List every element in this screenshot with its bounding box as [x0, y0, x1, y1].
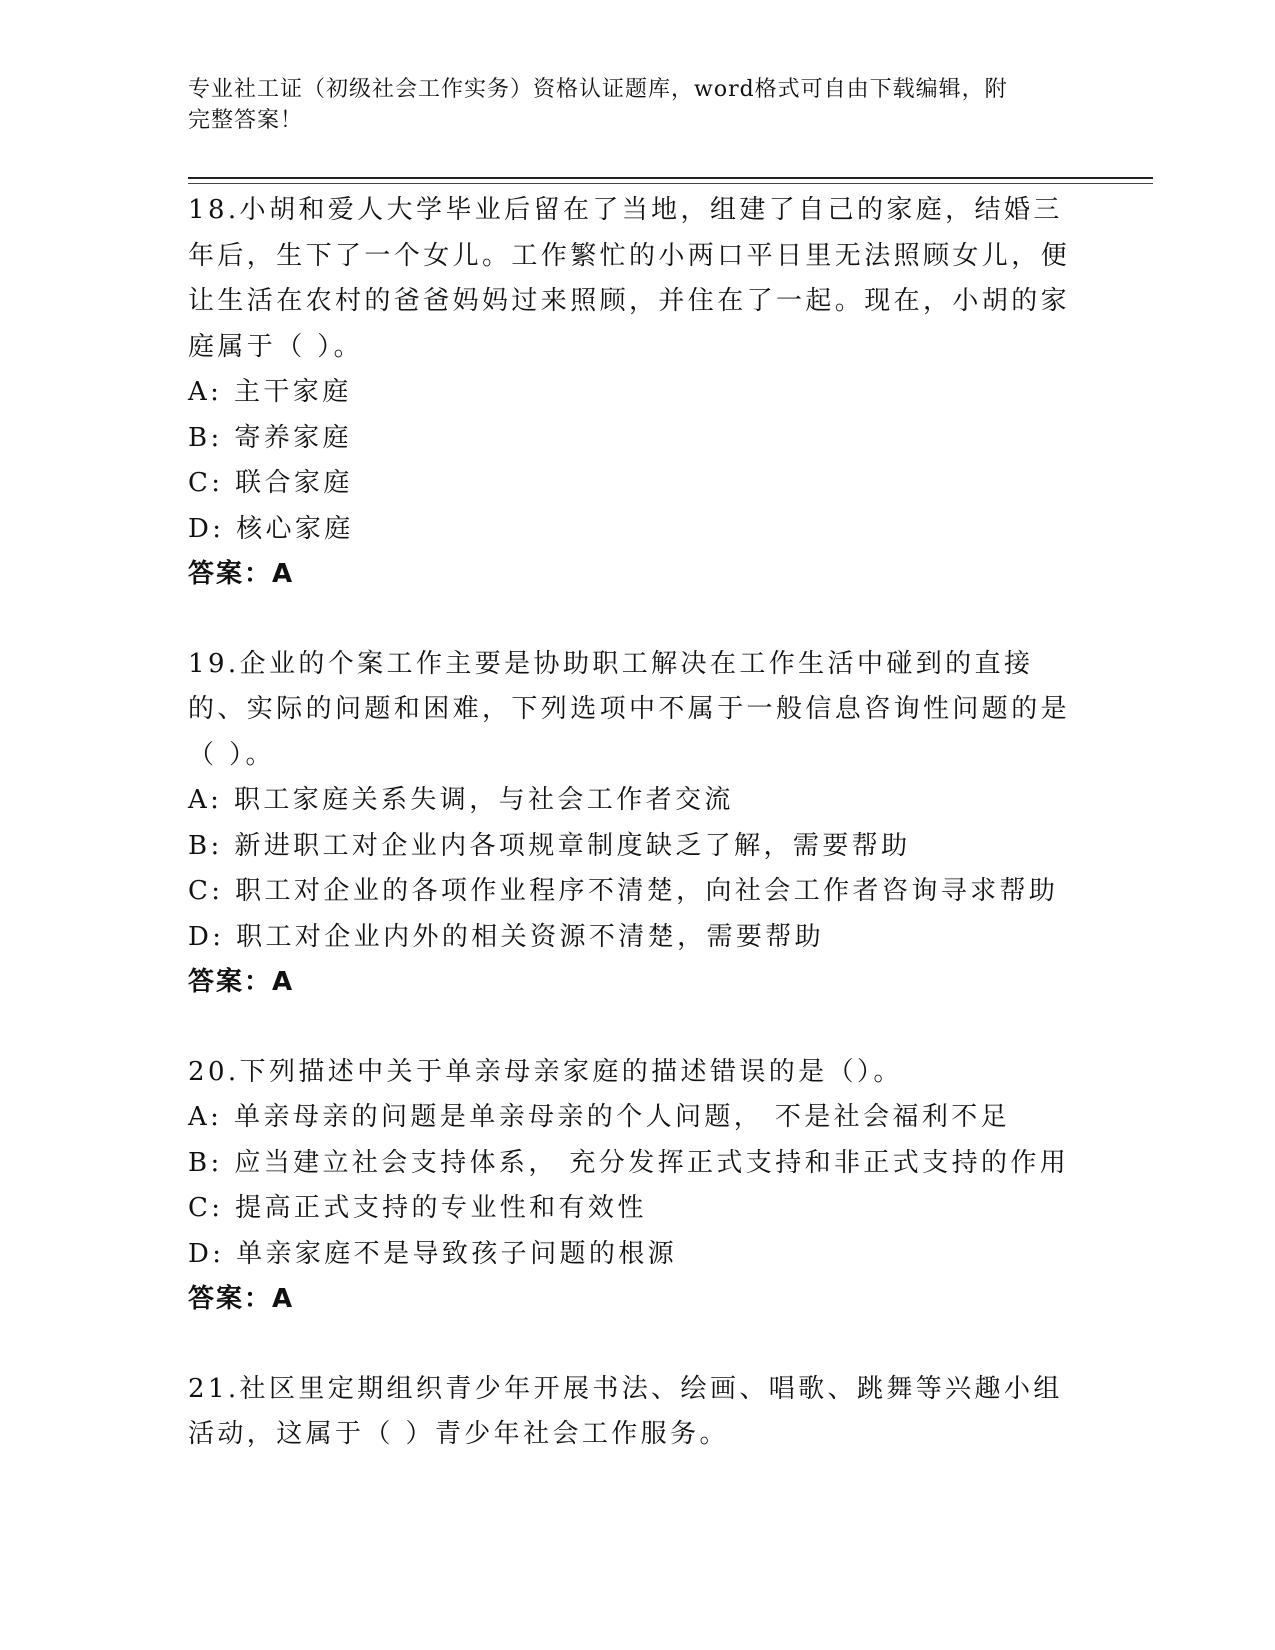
- option-c: C: 联合家庭: [188, 468, 353, 498]
- header-line-2: 完整答案！: [188, 108, 304, 133]
- question-stem: 21.社区里定期组织青少年开展书法、绘画、唱歌、跳舞等兴趣小组活动，这属于（ ）青少年社会工作服务。: [188, 1373, 1063, 1449]
- option-d: D: 单亲家庭不是导致孩子问题的根源: [188, 1238, 678, 1269]
- question-21: [188, 1367, 1088, 1458]
- answer-label: 答案：A: [188, 559, 295, 589]
- option-d: D: 职工对企业内外的相关资源不清楚，需要帮助: [188, 921, 825, 952]
- header-line-1: 专业社工证（初级社会工作实务）资格认证题库，word格式可自由下载编辑，附: [188, 77, 1008, 102]
- option-a: A: 职工家庭关系失调，与社会工作者交流: [188, 785, 734, 815]
- option-c: C: 提高正式支持的专业性和有效性: [188, 1193, 647, 1223]
- answer-label: 答案：A: [188, 1284, 295, 1314]
- option-b: B: 新进职工对企业内各项规章制度缺乏了解，需要帮助: [188, 830, 911, 861]
- option-b: B: 寄养家庭: [188, 422, 352, 453]
- question-20: [188, 1050, 1088, 1323]
- question-18: [188, 188, 1088, 598]
- option-b: B: 应当建立社会支持体系， 充分发挥正式支持和非正式支持的作用: [188, 1147, 1070, 1178]
- answer-label: 答案：A: [188, 967, 295, 997]
- question-stem: 19.企业的个案工作主要是协助职工解决在工作生活中碰到的直接的、实际的问题和困难，下列选项中不属于一般信息咨询性问题的是（ ）。: [188, 648, 1071, 770]
- option-d: D: 核心家庭: [188, 513, 354, 544]
- option-a: A: 单亲母亲的问题是单亲母亲的个人问题， 不是社会福利不足: [188, 1102, 1011, 1132]
- question-19: [188, 642, 1088, 1006]
- header-divider-thin: [188, 183, 1153, 184]
- question-stem: 20.下列描述中关于单亲母亲家庭的描述错误的是（）。: [188, 1056, 903, 1087]
- header-divider-thick: [188, 177, 1153, 179]
- option-c: C: 职工对企业的各项作业程序不清楚，向社会工作者咨询寻求帮助: [188, 876, 1059, 906]
- document-header: [188, 74, 1153, 136]
- question-stem: 18.小胡和爱人大学毕业后留在了当地，组建了自己的家庭，结婚三年后，生下了一个女儿。工作繁忙的小两口平日里无法照顾女儿，便让生活在农村的爸爸妈妈过来照顾，并住在了一起。现在，小胡的家庭属于（ ）。: [188, 195, 1071, 362]
- option-a: A: 主干家庭: [188, 377, 352, 407]
- question-list: [188, 188, 1088, 1502]
